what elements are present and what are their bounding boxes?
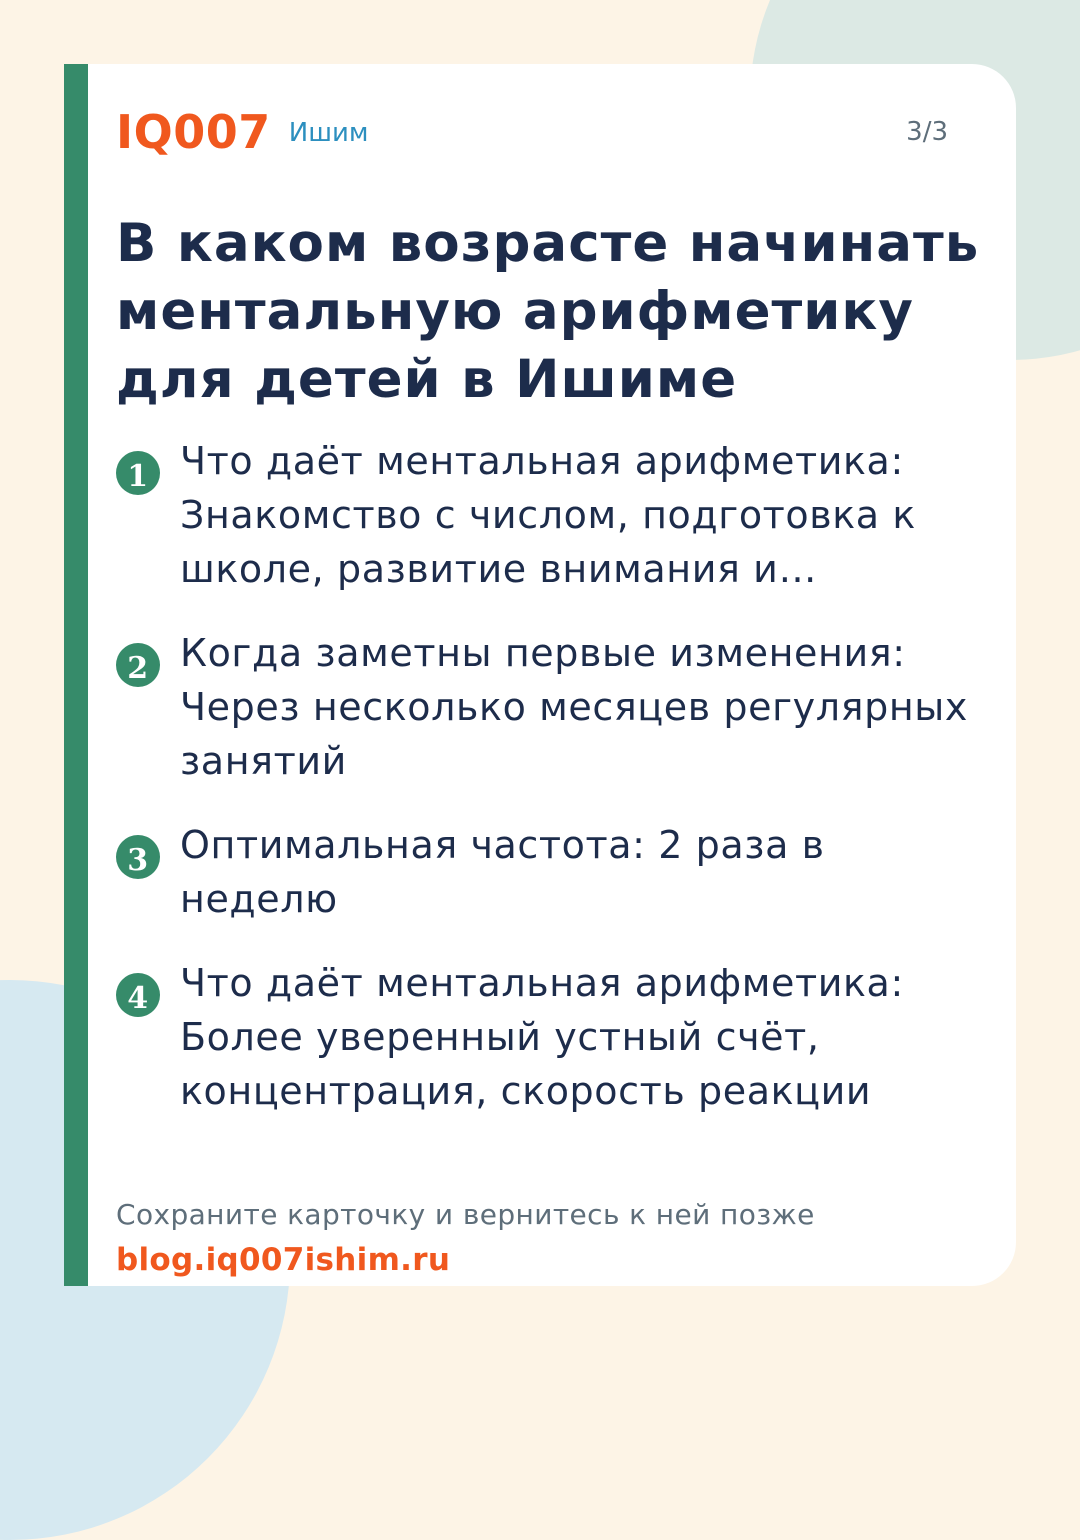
page-indicator: 3/3: [906, 117, 948, 147]
city-label: Ишим: [288, 118, 369, 148]
list-item-text: Что даёт ментальная арифметика: Знакомство с числом, подготовка к школе, развитие внимания и…: [180, 439, 916, 591]
number-badge-4: 4: [116, 973, 160, 1017]
list-item: [116, 818, 976, 926]
save-hint: Сохраните карточку и вернитесь к ней позже: [116, 1198, 815, 1231]
list-item: [116, 626, 976, 788]
number-badge-2: 2: [116, 643, 160, 687]
tips-list: [116, 434, 976, 1148]
list-item-text: Когда заметны первые изменения: Через несколько месяцев регулярных занятий: [180, 631, 968, 783]
list-item-text: Оптимальная частота: 2 раза в неделю: [180, 823, 825, 921]
list-item: [116, 956, 976, 1118]
blog-link[interactable]: blog.iq007ishim.ru: [116, 1242, 451, 1278]
list-item: [116, 434, 976, 596]
number-badge-1: 1: [116, 451, 160, 495]
card-accent-bar: [64, 64, 88, 1286]
card-title: В каком возрасте начинать ментальную арифметику для детей в Ишиме: [116, 213, 980, 410]
info-card: [64, 64, 1016, 1286]
number-badge-3: 3: [116, 835, 160, 879]
brand-logo: IQ007: [116, 105, 271, 159]
list-item-text: Что даёт ментальная арифметика: Более уверенный устный счёт, концентрация, скорость реакции: [180, 961, 904, 1113]
card-header: [116, 104, 948, 160]
